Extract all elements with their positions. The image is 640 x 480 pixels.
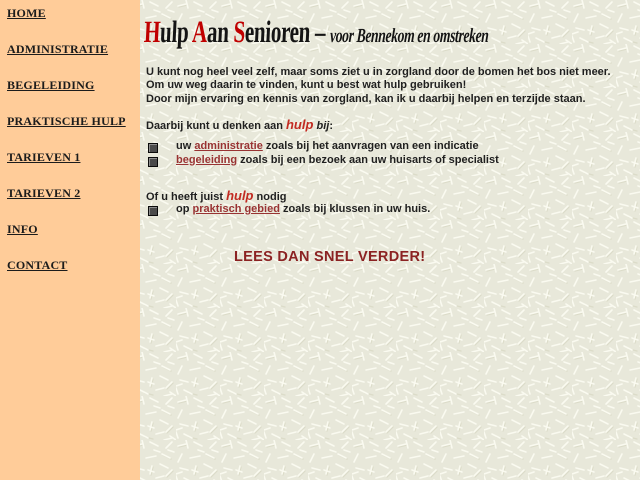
sidebar-item-info[interactable]: INFO <box>7 222 38 236</box>
sidebar-item-tarieven-2[interactable]: TARIEVEN 2 <box>7 186 81 200</box>
sidebar-item-tarieven-1[interactable]: TARIEVEN 1 <box>7 150 81 164</box>
sidebar-item-praktische-hulp[interactable]: PRAKTISCHE HULP <box>7 114 126 128</box>
intro-line: U kunt nog heel veel zelf, maar soms ziet u in zorgland door de bomen het bos niet meer. <box>146 66 611 78</box>
list-item: begeleiding zoals bij een bezoek aan uw huisarts of specialist <box>146 154 499 168</box>
sidebar-item-administratie[interactable]: ADMINISTRATIE <box>7 42 109 56</box>
hulp-bij-heading: Daarbij kunt u denken aan hulp bij: <box>146 117 333 132</box>
intro-paragraph <box>146 66 611 106</box>
hulp-nodig-list <box>146 203 430 217</box>
list-item: uw administratie zoals bij het aanvragen van een indicatie <box>146 140 499 154</box>
intro-line: Om uw weg daarin te vinden, kunt u best wat hulp gebruiken! <box>146 79 467 92</box>
praktisch-gebied-link[interactable]: praktisch gebied <box>192 203 280 215</box>
square-bullet-icon <box>148 157 158 167</box>
site-title: Hulp Aan Senioren – <box>143 14 332 49</box>
sidebar-nav <box>0 0 140 480</box>
sidebar-item-home[interactable]: HOME <box>7 6 46 20</box>
begeleiding-link[interactable]: begeleiding <box>176 153 238 166</box>
hulp-accent-word: hulp <box>285 117 314 132</box>
list-item: op praktisch gebied zoals bij klussen in uw huis. <box>146 203 430 217</box>
hulp-nodig-heading: Of u heeft juist hulp nodig <box>146 188 287 203</box>
administratie-link[interactable]: administratie <box>194 140 263 152</box>
sidebar-item-begeleiding[interactable]: BEGELEIDING <box>7 78 95 92</box>
hulp-bij-list <box>146 140 499 167</box>
site-subtitle: voor Bennekom en omstreken <box>329 25 490 47</box>
square-bullet-icon <box>148 143 158 153</box>
cta-text: LEES DAN SNEL VERDER! <box>234 249 426 265</box>
title-dash: – <box>309 14 332 49</box>
hulp-accent-word: hulp <box>226 188 254 203</box>
main-content <box>140 0 640 480</box>
sidebar-item-contact[interactable]: CONTACT <box>7 258 68 272</box>
page-title <box>143 13 489 50</box>
square-bullet-icon <box>148 206 158 216</box>
intro-line: Door mijn ervaring en kennis van zorgland, kan ik u daarbij helpen en terzijde staan. <box>146 92 586 105</box>
